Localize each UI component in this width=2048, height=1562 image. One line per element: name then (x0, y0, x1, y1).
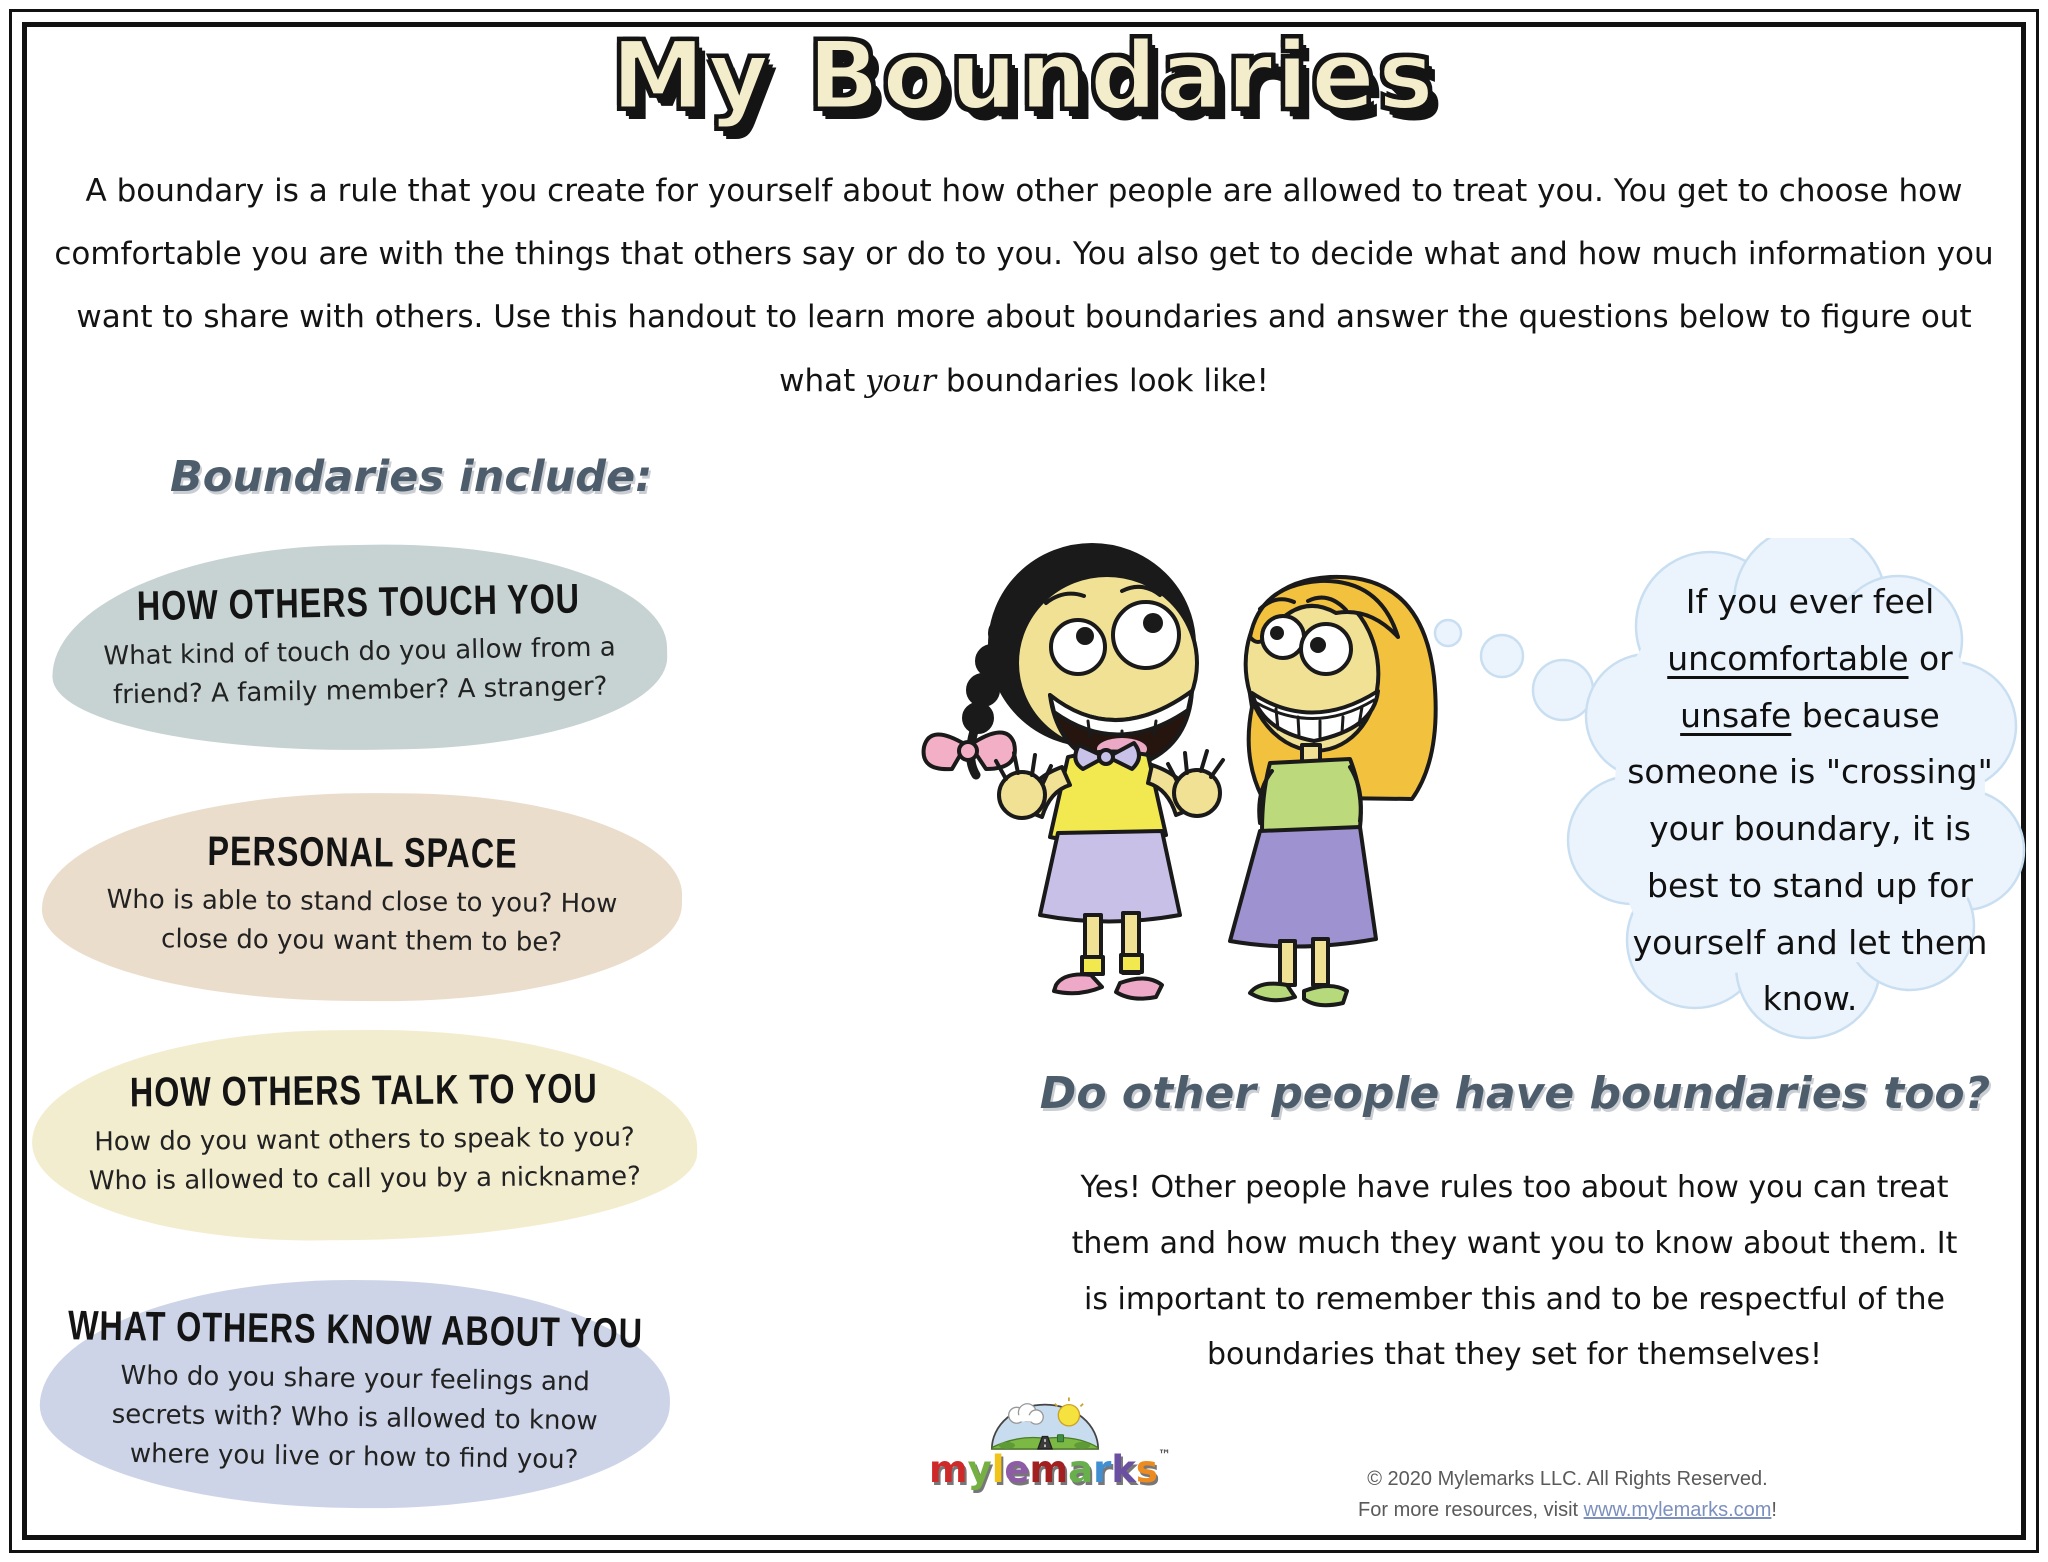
page-title: My Boundaries (611, 22, 1437, 131)
intro-text-before: A boundary is a rule that you create for yourself about how other people are allowed to treat you. You get to choose how comfortable you are with the things that others say or do to you. You also get to decide what and how much information you want to share with others. Use this handout to learn more about boundaries and answer the questions below to figure out what (54, 173, 1994, 399)
blob-body: Who do you share your feelings and secrets with? Who is allowed to know where you live or how to find you? (111, 1360, 598, 1476)
logo-letter: m (929, 1448, 968, 1491)
blob-title: WHAT OTHERS KNOW ABOUT YOU (68, 1302, 644, 1358)
logo-letter: l (991, 1448, 1005, 1491)
girl-left (924, 545, 1223, 999)
blob-body: How do you want others to speak to you? Who is allowed to call you by a nickname? (88, 1122, 641, 1196)
cloud-underlined-unsafe: unsafe (1680, 695, 1792, 735)
blob-title: HOW OTHERS TALK TO YOU (130, 1065, 599, 1116)
cloud-text-part: because someone is "crossing" your boundary, it is best to stand up for yourself and let them know. (1627, 695, 1993, 1019)
intro-emphasis-your: your (865, 362, 937, 399)
mile-sign-icon (1057, 1435, 1063, 1442)
cloud-underlined-uncomfortable: uncomfortable (1667, 638, 1909, 678)
logo-letter: a (1068, 1448, 1094, 1491)
blob-what-others-know-about-you (38, 1276, 671, 1513)
trademark-symbol: ™ (1157, 1448, 1171, 1463)
blob-body: What kind of touch do you allow from a friend? A family member? A stranger? (103, 632, 616, 711)
logo-letter: m (1029, 1448, 1069, 1491)
cloud-text-part: If you ever feel (1685, 582, 1935, 621)
thought-cloud-text (1612, 574, 2008, 1028)
blob-body: Who is able to stand close to you? How close do you want them to be? (106, 884, 618, 958)
mylemarks-wordmark (928, 1448, 1172, 1491)
logo-letter: k (1111, 1448, 1136, 1491)
copyright (1255, 1464, 1880, 1526)
copyright-line2-text: For more resources, visit (1358, 1499, 1584, 1521)
blob-title: HOW OTHERS TOUCH YOU (136, 575, 581, 630)
other-boundaries-heading: Do other people have boundaries too? (1039, 1068, 1991, 1119)
intro-text-after: boundaries look like! (936, 362, 1269, 399)
logo-letter: s (1135, 1448, 1158, 1491)
blob-personal-space (41, 790, 683, 1004)
blob-how-others-talk-to-you (31, 1027, 698, 1243)
copyright-link[interactable]: www.mylemarks.com (1583, 1499, 1772, 1521)
copyright-line2-suffix: ! (1771, 1499, 1777, 1521)
logo-letter: y (967, 1448, 992, 1491)
blob-how-others-touch-you (50, 540, 668, 756)
intro-paragraph (34, 160, 2014, 413)
boundaries-include-heading: Boundaries include: (170, 452, 653, 502)
cloud-text-part: or (1908, 638, 1953, 678)
girl-right (1230, 577, 1436, 1005)
copyright-line2 (1255, 1495, 1880, 1526)
sun-icon (1058, 1405, 1079, 1426)
logo-letter: r (1093, 1448, 1112, 1491)
other-boundaries-paragraph: Yes! Other people have rules too about how you can treat them and how much they want you to know about them. It is important to remember this and to be respectful of the boundaries that they set for themselves! (1071, 1170, 1958, 1373)
copyright-line1: © 2020 Mylemarks LLC. All Rights Reserved. (1367, 1468, 1768, 1490)
mylemarks-logo-icon (983, 1394, 1107, 1456)
logo-letter: e (1004, 1448, 1030, 1491)
blob-title: PERSONAL SPACE (207, 827, 518, 877)
